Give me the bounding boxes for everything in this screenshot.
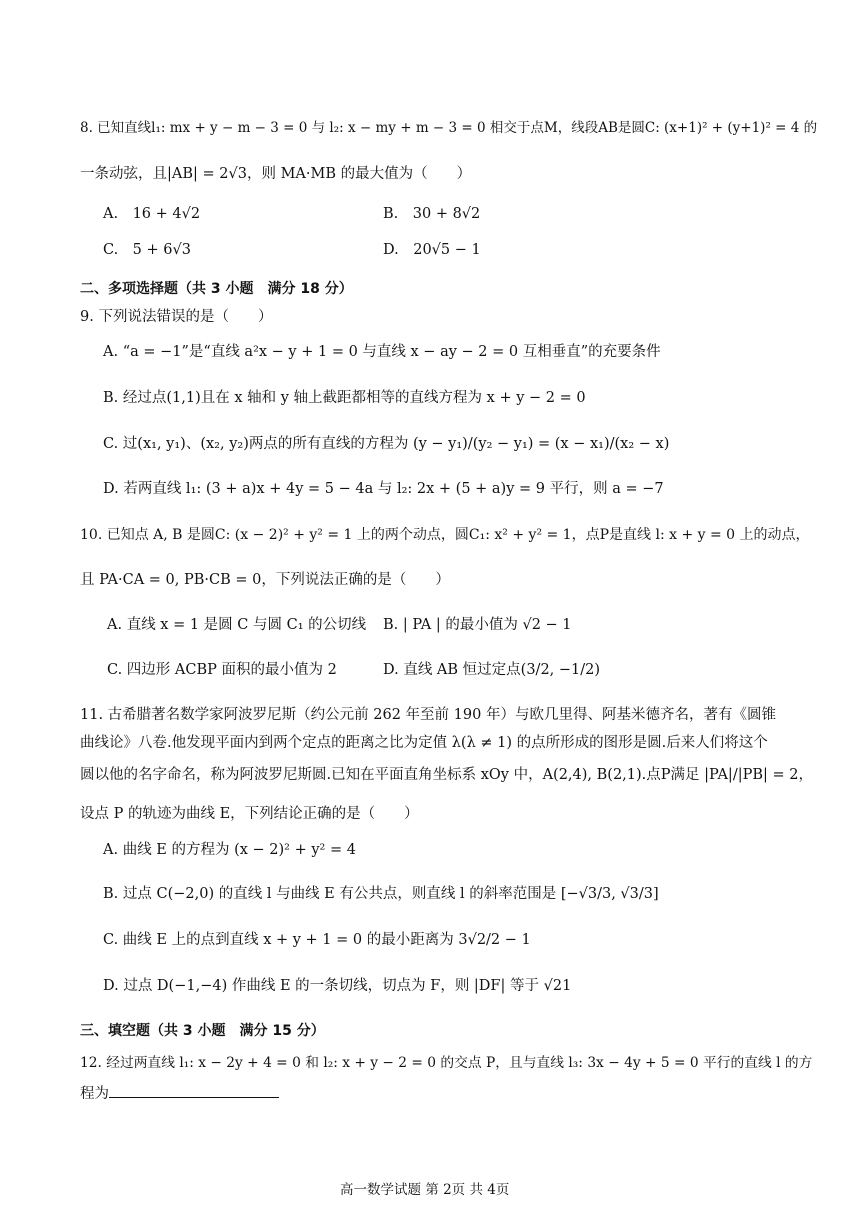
q10-option-d: D. 直线 AB 恒过定点(3/2, −1/2)	[383, 662, 601, 678]
q11-option-b: B. 过点 C(−2,0) 的直线 l 与曲线 E 有公共点，则直线 l 的斜率范围是 [−√3/3, √3/3]	[103, 886, 659, 902]
q9-stem: 9. 下列说法错误的是（ ）	[80, 309, 273, 325]
q9-option-c: C. 过(x₁, y₁)、(x₂, y₂)两点的所有直线的方程为 (y − y₁)/(y₂ − y₁) = (x − x₁)/(x₂ − x)	[103, 436, 670, 452]
section-heading-fill-in: 三、填空题（共 3 小题 满分 15 分）	[80, 1023, 325, 1039]
q12-line2	[80, 1083, 279, 1104]
q11-line2: 曲线论》八卷.他发现平面内到两个定点的距离之比为定值 λ(λ ≠ 1) 的点所形成的图形是圆.后来人们将这个	[80, 735, 768, 751]
answer-blank[interactable]	[109, 1083, 279, 1098]
q8-option-c: C. 5 + 6√3	[103, 242, 191, 258]
section-heading-multiple-choice: 二、多项选择题（共 3 小题 满分 18 分）	[80, 281, 353, 297]
q10-line2: 且 PA·CA = 0, PB·CB = 0，下列说法正确的是（ ）	[80, 572, 450, 588]
q8-option-b: B. 30 + 8√2	[383, 206, 481, 222]
q9-option-b: B. 经过点(1,1)且在 x 轴和 y 轴上截距都相等的直线方程为 x + y − 2 = 0	[103, 390, 586, 406]
q11-option-a: A. 曲线 E 的方程为 (x − 2)² + y² = 4	[103, 842, 356, 858]
q10-option-b: B. | PA | 的最小值为 √2 − 1	[383, 617, 572, 633]
page-footer: 高一数学试题 第 2页 共 4页	[340, 1182, 510, 1198]
q8-option-d: D. 20√5 − 1	[383, 242, 481, 258]
q10-line1: 10. 已知点 A, B 是圆C: (x − 2)² + y² = 1 上的两个动点，圆C₁: x² + y² = 1，点P是直线 l: x + y = 0 上的动点，	[80, 527, 810, 543]
q11-option-d: D. 过点 D(−1,−4) 作曲线 E 的一条切线，切点为 F，则 |DF| 等于 √21	[103, 978, 572, 994]
q8-line2: 一条动弦，且|AB| = 2√3，则 MA·MB 的最大值为（ ）	[80, 166, 472, 182]
q8-option-a: A. 16 + 4√2	[103, 206, 201, 222]
q8-line1: 8. 已知直线l₁: mx + y − m − 3 = 0 与 l₂: x − my + m − 3 = 0 相交于点M，线段AB是圆C: (x+1)² + (y+1)² = 4 的	[80, 120, 818, 136]
q10-option-c: C. 四边形 ACBP 面积的最小值为 2	[107, 662, 337, 678]
q11-line1: 11. 古希腊著名数学家阿波罗尼斯（约公元前 262 年至前 190 年）与欧几里得、阿基米德齐名，著有《圆锥	[80, 707, 776, 723]
q11-line3: 圆以他的名字命名，称为阿波罗尼斯圆.已知在平面直角坐标系 xOy 中，A(2,4), B(2,1).点P满足 |PA|/|PB| = 2，	[80, 767, 813, 783]
q11-line4: 设点 P 的轨迹为曲线 E，下列结论正确的是（ ）	[80, 806, 419, 822]
q12-line1: 12. 经过两直线 l₁: x − 2y + 4 = 0 和 l₂: x + y − 2 = 0 的交点 P，且与直线 l₃: 3x − 4y + 5 = 0 平行的直线 l 的方	[80, 1055, 813, 1071]
q9-option-d: D. 若两直线 l₁: (3 + a)x + 4y = 5 − 4a 与 l₂: 2x + (5 + a)y = 9 平行，则 a = −7	[103, 481, 664, 497]
q9-option-a: A. “a = −1”是“直线 a²x − y + 1 = 0 与直线 x − ay − 2 = 0 互相垂直”的充要条件	[103, 344, 661, 360]
q12-line2-text: 程为	[80, 1086, 109, 1102]
q11-option-c: C. 曲线 E 上的点到直线 x + y + 1 = 0 的最小距离为 3√2/2 − 1	[103, 932, 531, 948]
q10-option-a: A. 直线 x = 1 是圆 C 与圆 C₁ 的公切线	[107, 617, 367, 633]
